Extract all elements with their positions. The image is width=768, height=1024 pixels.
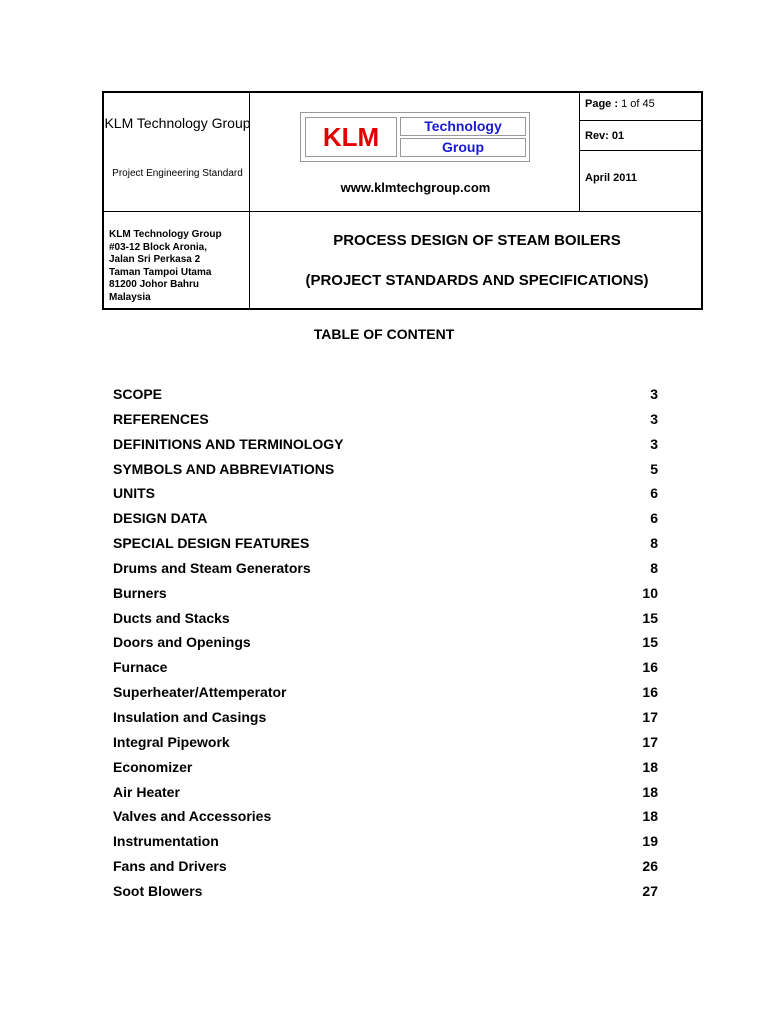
toc-item-page: 26 <box>642 858 658 875</box>
toc-item-page: 18 <box>642 808 658 825</box>
toc-item-page: 8 <box>650 559 658 576</box>
logo-klm-text: KLM <box>305 117 397 157</box>
toc-item-title: Ducts and Stacks <box>113 609 230 626</box>
toc-item-title: Instrumentation <box>113 833 219 850</box>
toc-item-page: 16 <box>642 684 658 701</box>
toc-item[interactable] <box>113 806 658 831</box>
address-line: Jalan Sri Perkasa 2 <box>109 254 201 265</box>
toc-item[interactable] <box>113 459 658 484</box>
toc-item[interactable] <box>113 583 658 608</box>
toc-item-title: SYMBOLS AND ABBREVIATIONS <box>113 460 335 477</box>
toc-item[interactable] <box>113 757 658 782</box>
toc-item-title: REFERENCES <box>113 410 209 427</box>
logo-technology-text: Technology <box>400 117 526 136</box>
toc-item-page: 19 <box>642 833 658 850</box>
toc-item-page: 6 <box>650 485 658 502</box>
toc-item[interactable] <box>113 782 658 807</box>
toc-item-title: Soot Blowers <box>113 882 203 899</box>
toc-item[interactable] <box>113 558 658 583</box>
toc-item-page: 18 <box>642 758 658 775</box>
toc-item-title: Superheater/Attemperator <box>113 684 287 701</box>
address-line: Taman Tampoi Utama <box>109 266 212 278</box>
toc-item-page: 6 <box>650 510 658 527</box>
document-title: PROCESS DESIGN OF STEAM BOILERS <box>333 232 621 249</box>
toc-item-title: Fans and Drivers <box>113 858 227 875</box>
standard-label: Project Engineering Standard <box>112 168 243 179</box>
toc-item-title: DEFINITIONS AND TERMINOLOGY <box>113 435 344 452</box>
toc-item-page: 3 <box>650 410 658 427</box>
toc-item-title: Furnace <box>113 659 168 676</box>
page-value: 1 of 45 <box>621 98 655 110</box>
toc-item[interactable] <box>113 384 658 409</box>
toc-item[interactable] <box>113 483 658 508</box>
toc-item-title: Economizer <box>113 758 193 775</box>
company-address <box>109 229 249 304</box>
logo-group-text: Group <box>400 138 526 157</box>
toc-item-title: Integral Pipework <box>113 733 230 750</box>
toc-item-page: 5 <box>650 460 658 477</box>
toc-item-page: 17 <box>642 733 658 750</box>
revision: Rev: 01 <box>585 130 625 142</box>
toc-item-title: Valves and Accessories <box>113 808 272 825</box>
toc-item-page: 18 <box>642 783 658 800</box>
toc-item-page: 10 <box>642 584 658 601</box>
toc-item-title: Drums and Steam Generators <box>113 559 311 576</box>
toc-item-page: 3 <box>650 435 658 452</box>
toc-heading: TABLE OF CONTENT <box>313 326 455 342</box>
website-url: www.klmtechgroup.com <box>340 180 491 195</box>
toc-item-title: Insulation and Casings <box>113 708 267 725</box>
toc-item[interactable] <box>113 409 658 434</box>
header-divider <box>104 211 701 212</box>
header-divider <box>579 150 701 151</box>
toc-item-page: 15 <box>642 609 658 626</box>
toc-list <box>113 384 658 906</box>
toc-item-page: 3 <box>650 386 658 402</box>
toc-item-page: 16 <box>642 659 658 676</box>
toc-item-page: 17 <box>642 708 658 725</box>
header-divider <box>579 120 701 121</box>
toc-item-title: Air Heater <box>113 783 180 800</box>
toc-item[interactable] <box>113 881 658 906</box>
document-header-table <box>102 91 703 310</box>
toc-item-title: Burners <box>113 584 167 601</box>
toc-item-title: UNITS <box>113 485 155 502</box>
address-line: KLM Technology Group <box>109 229 222 240</box>
toc-item[interactable] <box>113 707 658 732</box>
toc-item[interactable] <box>113 682 658 707</box>
company-name: KLM Technology Group <box>104 115 251 131</box>
toc-item-title: SPECIAL DESIGN FEATURES <box>113 535 310 552</box>
toc-item-title: Doors and Openings <box>113 634 251 651</box>
toc-item[interactable] <box>113 533 658 558</box>
address-line: 81200 Johor Bahru <box>109 279 200 290</box>
toc-item[interactable] <box>113 657 658 682</box>
toc-item-page: 15 <box>642 634 658 651</box>
address-line: #03-12 Block Aronia, <box>109 241 208 253</box>
document-subtitle: (PROJECT STANDARDS AND SPECIFICATIONS) <box>305 272 649 289</box>
toc-item-page: 8 <box>650 535 658 552</box>
toc-item-title: SCOPE <box>113 386 163 402</box>
toc-item[interactable] <box>113 608 658 633</box>
toc-item[interactable] <box>113 856 658 881</box>
issue-date: April 2011 <box>585 172 637 184</box>
toc-item-title: DESIGN DATA <box>113 510 208 527</box>
toc-item-page: 27 <box>642 882 658 899</box>
toc-item[interactable] <box>113 508 658 533</box>
address-line: Malaysia <box>109 291 151 303</box>
page-indicator <box>585 98 655 110</box>
toc-item[interactable] <box>113 632 658 657</box>
company-logo <box>300 112 530 162</box>
toc-item[interactable] <box>113 732 658 757</box>
toc-item[interactable] <box>113 434 658 459</box>
page-label: Page : <box>585 98 619 110</box>
toc-item[interactable] <box>113 831 658 856</box>
